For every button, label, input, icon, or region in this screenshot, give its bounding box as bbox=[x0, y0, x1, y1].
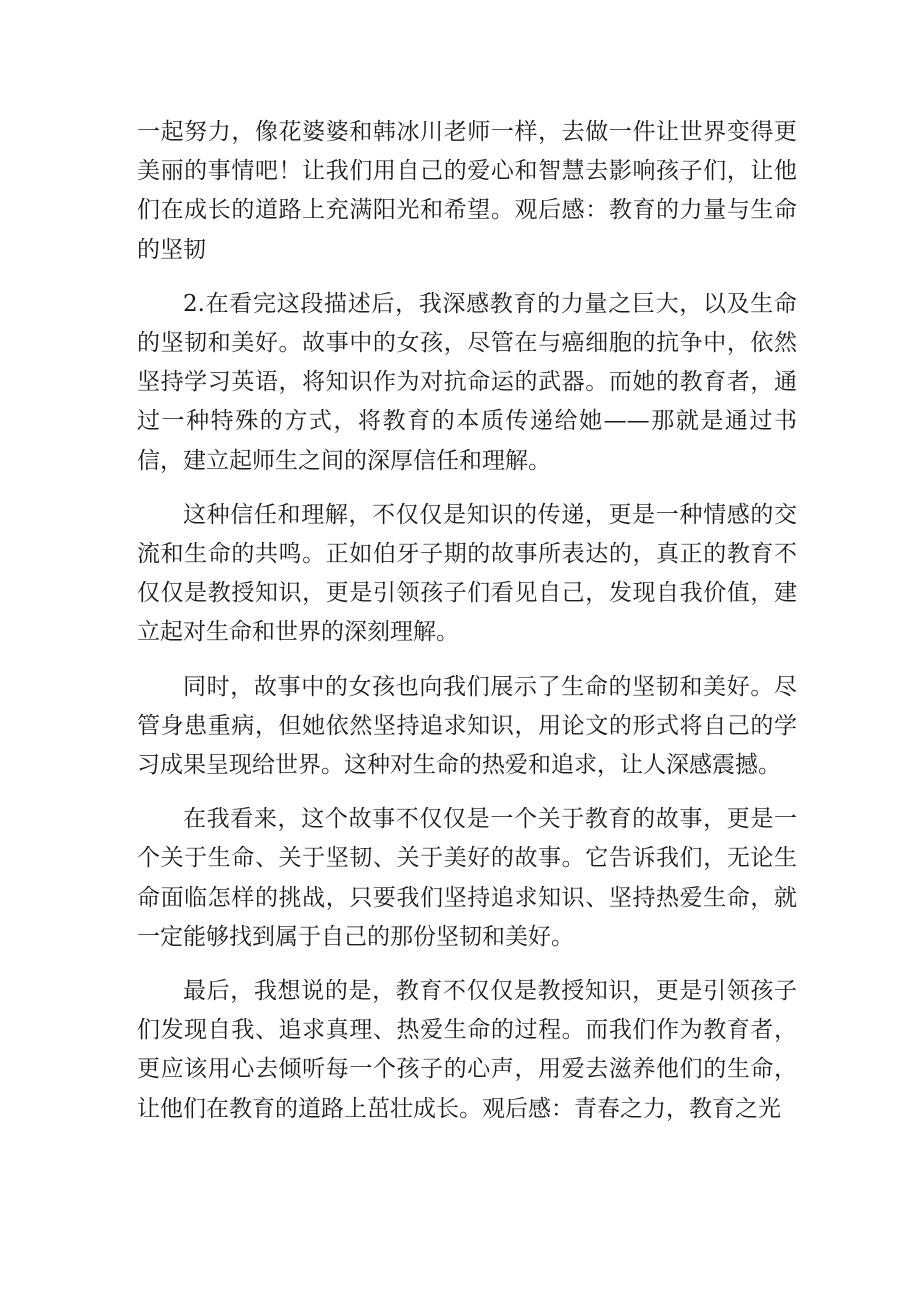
paragraph-my-view: 在我看来，这个故事不仅仅是一个关于教育的故事，更是一个关于生命、关于坚韧、关于美好的故事。它告诉我们，无论生命面临怎样的挑战，只要我们坚持追求知识、坚持热爱生命，就一定能够找到属于自己的那份坚韧和美好。 bbox=[137, 806, 797, 950]
paragraph-conclusion: 最后，我想说的是，教育不仅仅是教授知识，更是引领孩子们发现自我、追求真理、热爱生命的过程。而我们作为教育者，更应该用心去倾听每一个孩子的心声，用爱去滋养他们的生命，让他们在教育的道路上茁壮成长。观后感：青春之力，教育之光 bbox=[137, 978, 797, 1122]
document-body bbox=[137, 113, 797, 1144]
paragraph-trust-understanding: 这种信任和理解，不仅仅是知识的传递，更是一种情感的交流和生命的共鸣。正如伯牙子期的故事所表达的，真正的教育不仅仅是教授知识，更是引领孩子们看见自己，发现自我价值，建立起对生命和世界的深刻理解。 bbox=[137, 501, 797, 646]
paragraph-section-2: 2.在看完这段描述后，我深感教育的力量之巨大，以及生命的坚韧和美好。故事中的女孩，尽管在与癌细胞的抗争中，依然坚持学习英语，将知识作为对抗命运的武器。而她的教育者，通过一种特殊的方式，将教育的本质传递给她——那就是通过书信，建立起师生之间的深厚信任和理解。 bbox=[137, 290, 797, 474]
paragraph-continuation: 一起努力，像花婆婆和韩冰川老师一样，去做一件让世界变得更美丽的事情吧！让我们用自己的爱心和智慧去影响孩子们，让他们在成长的道路上充满阳光和希望。观后感：教育的力量与生命的坚韧 bbox=[137, 119, 797, 263]
paragraph-resilience: 同时，故事中的女孩也向我们展示了生命的坚韧和美好。尽管身患重病，但她依然坚持追求知识，用论文的形式将自己的学习成果呈现给世界。这种对生命的热爱和追求，让人深感震撼。 bbox=[137, 673, 797, 779]
